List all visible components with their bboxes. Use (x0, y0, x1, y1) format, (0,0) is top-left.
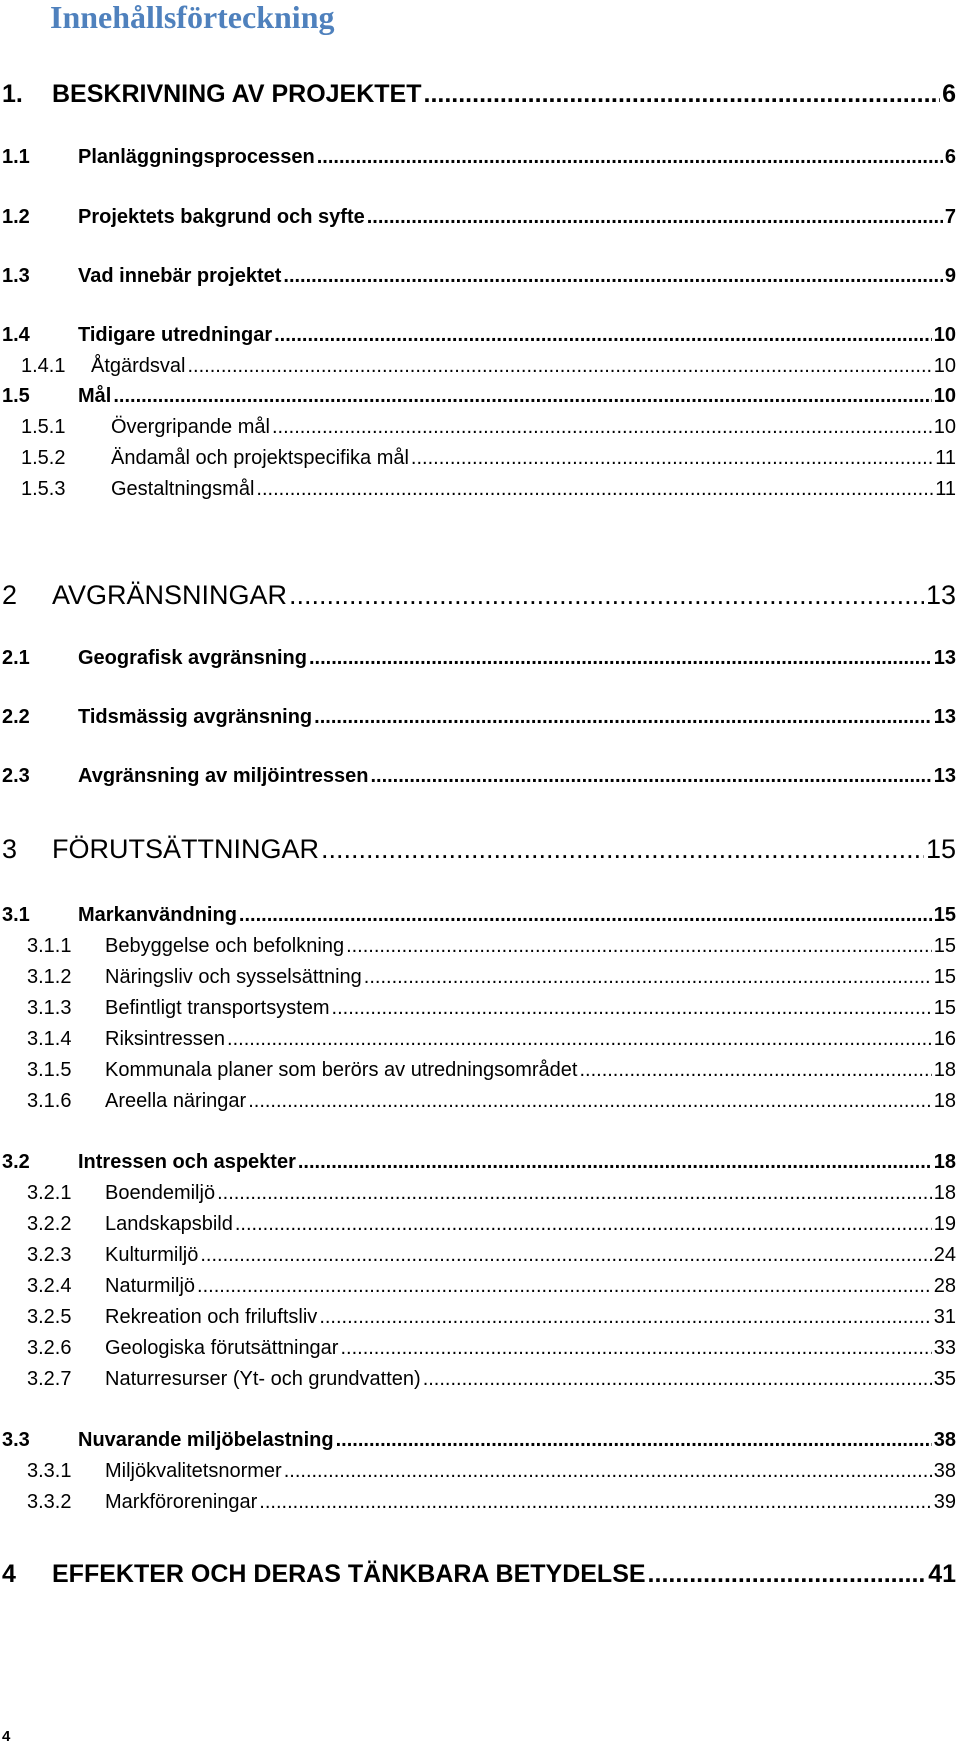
toc-number: 3.3.2 (27, 1491, 72, 1513)
toc-page: 39 (933, 1491, 956, 1513)
toc-page: 13 (933, 765, 956, 787)
toc-leader-dots (298, 1151, 932, 1174)
toc-label: Projektets bakgrund och syfte (78, 206, 365, 228)
toc-entry[interactable] (0, 355, 956, 378)
toc-leader-dots (648, 1560, 927, 1589)
toc-label: Nuvarande miljöbelastning (78, 1429, 334, 1451)
toc-label: Övergripande mål (111, 416, 270, 438)
toc-page: 16 (933, 1028, 956, 1050)
toc-number: 1. (2, 80, 23, 108)
toc-entry[interactable] (0, 1429, 956, 1452)
toc-number: 3.1.2 (27, 966, 72, 988)
toc-page: 11 (935, 478, 956, 500)
toc-label: FÖRUTSÄTTNINGAR (52, 834, 319, 864)
toc-leader-dots (188, 355, 932, 378)
toc-entry[interactable] (0, 1460, 956, 1483)
toc-number: 3.1 (2, 904, 30, 926)
toc-number: 3.1.1 (27, 935, 72, 957)
toc-page: 28 (933, 1275, 956, 1297)
toc-leader-dots (367, 206, 943, 229)
toc-page: 13 (933, 647, 956, 669)
toc-number: 3.1.5 (27, 1059, 72, 1081)
toc-entry[interactable] (0, 416, 956, 439)
toc-page: 15 (933, 966, 956, 988)
toc-leader-dots (579, 1059, 931, 1082)
toc-label: Tidsmässig avgränsning (78, 706, 313, 728)
toc-label: Rekreation och friluftsliv (105, 1306, 318, 1328)
toc-page: 19 (933, 1213, 956, 1235)
toc-leader-dots (309, 647, 932, 670)
toc-page: 31 (933, 1306, 956, 1328)
toc-entry[interactable] (0, 1059, 956, 1082)
toc-leader-dots (284, 1460, 932, 1483)
toc-number: 1.5.2 (21, 447, 66, 469)
toc-number: 1.5 (2, 385, 30, 407)
toc-number: 3.2.5 (27, 1306, 72, 1328)
toc-page: 18 (933, 1090, 956, 1112)
toc-number: 4 (2, 1560, 16, 1588)
toc-label: AVGRÄNSNINGAR (52, 580, 288, 610)
toc-label: Boendemiljö (105, 1182, 216, 1204)
toc-number: 1.1 (2, 146, 30, 168)
toc-leader-dots (239, 904, 932, 927)
toc-page: 9 (944, 265, 956, 287)
toc-leader-dots (317, 146, 943, 169)
toc-number: 3.2.2 (27, 1213, 72, 1235)
toc-label: BESKRIVNING AV PROJEKTET (52, 80, 422, 108)
toc-label: Avgränsning av miljöintressen (78, 765, 369, 787)
toc-leader-dots (235, 1213, 932, 1236)
toc-leader-dots (289, 580, 924, 611)
toc-label: Naturresurser (Yt- och grundvatten) (105, 1368, 421, 1390)
toc-leader-dots (200, 1244, 931, 1267)
toc-page: 13 (933, 706, 956, 728)
toc-number: 3.2.4 (27, 1275, 72, 1297)
toc-page: 15 (933, 935, 956, 957)
toc-entry[interactable] (0, 1491, 956, 1514)
toc-page: 24 (933, 1244, 956, 1266)
toc-page: 18 (933, 1059, 956, 1081)
toc-entry[interactable] (0, 904, 956, 927)
toc-page: 41 (928, 1560, 956, 1588)
toc-entry[interactable] (0, 997, 956, 1020)
toc-page: 6 (944, 146, 956, 168)
toc-page: 6 (942, 80, 956, 108)
toc-number: 3.2.7 (27, 1368, 72, 1390)
toc-page: 18 (933, 1151, 956, 1173)
toc-label: Landskapsbild (105, 1213, 233, 1235)
toc-entry[interactable] (0, 935, 956, 958)
toc-entry[interactable] (0, 206, 956, 229)
toc-label: Naturmiljö (105, 1275, 196, 1297)
toc-leader-dots (424, 80, 941, 109)
toc-number: 3.3 (2, 1429, 30, 1451)
toc-number: 3.2 (2, 1151, 30, 1173)
toc-page: 38 (933, 1460, 956, 1482)
toc-label: Mål (78, 385, 112, 407)
toc-leader-dots (364, 966, 932, 989)
toc-label: Areella näringar (105, 1090, 247, 1112)
toc-page: 33 (933, 1337, 956, 1359)
toc-entry[interactable] (0, 1275, 956, 1298)
toc-page: 13 (925, 580, 956, 610)
toc-leader-dots (319, 1306, 931, 1329)
toc-label: EFFEKTER OCH DERAS TÄNKBARA BETYDELSE (52, 1560, 646, 1588)
toc-entry[interactable] (0, 324, 956, 347)
toc-label: Åtgärdsval (91, 355, 186, 377)
toc-entry[interactable] (0, 1028, 956, 1051)
toc-page: 10 (933, 355, 956, 377)
toc-number: 3.1.6 (27, 1090, 72, 1112)
toc-number: 2 (2, 580, 18, 610)
toc-number: 3.1.4 (27, 1028, 72, 1050)
toc-label: Näringsliv och sysselsättning (105, 966, 362, 988)
toc-page: 18 (933, 1182, 956, 1204)
toc-label: Miljökvalitetsnormer (105, 1460, 282, 1482)
toc-entry[interactable] (0, 1306, 956, 1329)
toc-label: Bebyggelse och befolkning (105, 935, 345, 957)
toc-leader-dots (272, 416, 932, 439)
toc-leader-dots (332, 997, 932, 1020)
toc-entry[interactable] (0, 80, 956, 109)
toc-entry[interactable] (0, 146, 956, 169)
page-title: Innehållsförteckning (50, 0, 335, 35)
toc-label: Ändamål och projektspecifika mål (111, 447, 409, 469)
toc-entry[interactable] (0, 966, 956, 989)
toc-number: 3.2.6 (27, 1337, 72, 1359)
toc-entry[interactable] (0, 1368, 956, 1391)
toc-entry[interactable] (0, 1244, 956, 1267)
toc-label: Vad innebär projektet (78, 265, 282, 287)
toc-leader-dots (283, 265, 942, 288)
toc-entry[interactable] (0, 647, 956, 670)
toc-entry[interactable] (0, 1337, 956, 1360)
toc-leader-dots (256, 478, 933, 501)
toc-page: 7 (944, 206, 956, 228)
toc-page: 15 (925, 834, 956, 864)
toc-page: 10 (933, 385, 956, 407)
toc-entry[interactable] (0, 1560, 956, 1589)
toc-leader-dots (217, 1182, 932, 1205)
toc-label: Tidigare utredningar (78, 324, 273, 346)
toc-number: 3.2.3 (27, 1244, 72, 1266)
toc-entry[interactable] (0, 265, 956, 288)
toc-label: Befintligt transportsystem (105, 997, 330, 1019)
toc-entry[interactable] (0, 385, 956, 408)
toc-entry[interactable] (0, 834, 956, 865)
toc-leader-dots (370, 765, 931, 788)
toc-leader-dots (274, 324, 932, 347)
toc-page: 11 (935, 447, 956, 469)
toc-label: Kommunala planer som berörs av utredningsområdet (105, 1059, 578, 1081)
toc-page: 38 (933, 1429, 956, 1451)
toc-leader-dots (411, 447, 933, 470)
toc-number: 1.4.1 (21, 355, 66, 377)
toc-number: 3.2.1 (27, 1182, 72, 1204)
toc-page: 10 (933, 416, 956, 438)
toc-leader-dots (321, 834, 924, 865)
toc-label: Kulturmiljö (105, 1244, 199, 1266)
toc-leader-dots (340, 1337, 931, 1360)
toc-label: Markföroreningar (105, 1491, 258, 1513)
toc-entry[interactable] (0, 765, 956, 788)
toc-number: 3.3.1 (27, 1460, 72, 1482)
toc-entry[interactable] (0, 1182, 956, 1205)
toc-page: 15 (933, 904, 956, 926)
toc-number: 2.2 (2, 706, 30, 728)
toc-label: Planläggningsprocessen (78, 146, 315, 168)
toc-label: Markanvändning (78, 904, 237, 926)
toc-number: 1.5.1 (21, 416, 66, 438)
toc-number: 1.5.3 (21, 478, 66, 500)
toc-page: 15 (933, 997, 956, 1019)
toc-entry[interactable] (0, 1090, 956, 1113)
toc-label: Geografisk avgränsning (78, 647, 307, 669)
toc-label: Riksintressen (105, 1028, 226, 1050)
toc-entry[interactable] (0, 1151, 956, 1174)
toc-entry[interactable] (0, 447, 956, 470)
toc-label: Gestaltningsmål (111, 478, 255, 500)
toc-leader-dots (346, 935, 932, 958)
toc-page: 35 (933, 1368, 956, 1390)
toc-leader-dots (259, 1491, 931, 1514)
toc-leader-dots (227, 1028, 932, 1051)
toc-entry[interactable] (0, 706, 956, 729)
toc-leader-dots (336, 1429, 932, 1452)
toc-number: 3.1.3 (27, 997, 72, 1019)
toc-number: 1.3 (2, 265, 30, 287)
toc-leader-dots (113, 385, 931, 408)
toc-number: 1.4 (2, 324, 30, 346)
toc-number: 2.3 (2, 765, 30, 787)
toc-leader-dots (314, 706, 932, 729)
toc-number: 2.1 (2, 647, 30, 669)
toc-label: Intressen och aspekter (78, 1151, 296, 1173)
toc-entry[interactable] (0, 1213, 956, 1236)
toc-number: 1.2 (2, 206, 30, 228)
toc-leader-dots (423, 1368, 932, 1391)
toc-page: 10 (933, 324, 956, 346)
toc-leader-dots (248, 1090, 932, 1113)
toc-number: 3 (2, 834, 18, 864)
toc-entry[interactable] (0, 478, 956, 501)
toc-entry[interactable] (0, 580, 956, 611)
toc-leader-dots (197, 1275, 932, 1298)
page-number: 4 (2, 1728, 11, 1745)
toc-label: Geologiska förutsättningar (105, 1337, 339, 1359)
